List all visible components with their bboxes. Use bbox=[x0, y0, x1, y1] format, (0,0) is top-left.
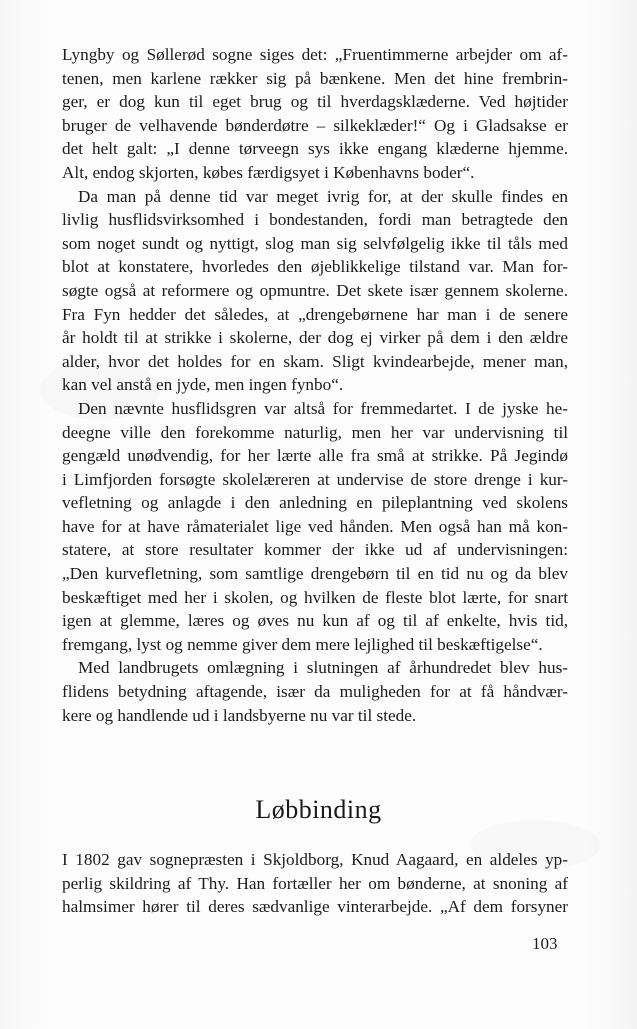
text-line: i Limfjorden forsøgte skolelæreren at undervise de store drenge i kur- bbox=[62, 469, 568, 489]
text-line: tenen, men karlene rækker sig på bænkene. Men det hine frembrin- bbox=[62, 68, 568, 88]
body-text-top bbox=[62, 43, 568, 727]
text-line: kere og handlende ud i landsbyerne nu var til stede. bbox=[62, 705, 417, 725]
body-text-bottom bbox=[62, 848, 568, 919]
text-line: igen at glemme, læres og øves nu kun af og til af enkelte, hvis tid, bbox=[62, 611, 568, 631]
paragraph bbox=[62, 43, 568, 185]
text-line: I 1802 gav sognepræsten i Skjoldborg, Knud Aagaard, en aldeles yp- bbox=[62, 850, 568, 869]
text-line: livlig husflidsvirksomhed i bondestanden, fordi man betragtede den bbox=[62, 210, 568, 230]
paragraph bbox=[62, 848, 568, 919]
text-line: kan vel anstå en jyde, men ingen fynbo“. bbox=[62, 375, 344, 395]
text-line: perlig skildring af Thy. Han fortæller her om bønderne, at snoning af bbox=[62, 873, 568, 893]
text-line: søgte også at reformere og opmuntre. Det skete især gennem skolerne. bbox=[62, 280, 568, 300]
page-number: 103 bbox=[532, 934, 558, 953]
text-line: Fra Fyn hedder det således, at „drengebørnene har man i de senere bbox=[62, 304, 568, 324]
text-line: som noget sundt og nyttigt, slog man sig selvfølgelig ikke til tåls med bbox=[62, 233, 568, 253]
section-heading: Løbbinding bbox=[255, 795, 382, 824]
text-line: have for at have råmaterialet lige ved hånden. Men også han må kon- bbox=[62, 516, 568, 536]
text-line: Med landbrugets omlægning i slutningen af århundredet blev hus- bbox=[78, 658, 568, 678]
text-line: beskæftiget med her i skolen, og hvilken de fleste blot lærte, for snart bbox=[62, 587, 568, 607]
text-line: vefletning og anlagde i den anledning en pileplantning ved skolens bbox=[62, 493, 568, 513]
paragraph bbox=[62, 397, 568, 657]
text-line: statere, at store resultater kommer der ikke ud af undervisningen: bbox=[62, 540, 568, 560]
paragraph bbox=[62, 656, 568, 727]
text-line: flidens betydning aftagende, især da muligheden for at få håndvær- bbox=[62, 682, 568, 702]
text-line: år holdt til at strikke i skolerne, der dog ej virker på dem i den ældre bbox=[62, 328, 568, 348]
text-line: ger, er dog kun til eget brug og til hverdagsklæderne. Ved højtider bbox=[62, 92, 568, 112]
text-line: Lyngby og Søllerød sogne siges det: „Fruentimmerne arbejder om af- bbox=[62, 45, 568, 64]
text-line: deegne ville den forekomme naturlig, men her var undervisning til bbox=[62, 422, 568, 442]
text-line: halmsimer hører til deres sædvanlige vinterarbejde. „Af dem forsyner bbox=[62, 897, 568, 917]
text-line: bruger de velhavende bønderdøtre – silkeklæder!“ Og i Gladsakse er bbox=[62, 115, 568, 135]
text-line: det helt galt: „I denne tørveegn sys ikke engang klæderne hjemme. bbox=[62, 139, 568, 159]
paragraph bbox=[62, 185, 568, 397]
text-line: Alt, endog skjorten, købes færdigsyet i Københavns boder“. bbox=[62, 162, 475, 182]
text-line: fremgang, lyst og nemme giver dem mere lejlighed til beskæftigelse“. bbox=[62, 634, 543, 654]
text-line: gengæld unødvendig, for her lærte alle fra små at strikke. På Jegindø bbox=[62, 446, 568, 466]
text-line: Den nævnte husflidsgren var altså for fremmedartet. I de jyske he- bbox=[78, 398, 568, 418]
text-line: alder, hvor det holdes for en skam. Sligt kvindearbejde, mener man, bbox=[62, 351, 568, 371]
text-line: „Den kurvefletning, som samtlige drengebørn til en tid nu og da blev bbox=[62, 564, 568, 584]
text-line: blot at konstatere, hvorledes den øjeblikkelige tilstand var. Man for- bbox=[62, 257, 568, 277]
text-line: Da man på denne tid var meget ivrig for, at der skulle findes en bbox=[78, 186, 568, 206]
